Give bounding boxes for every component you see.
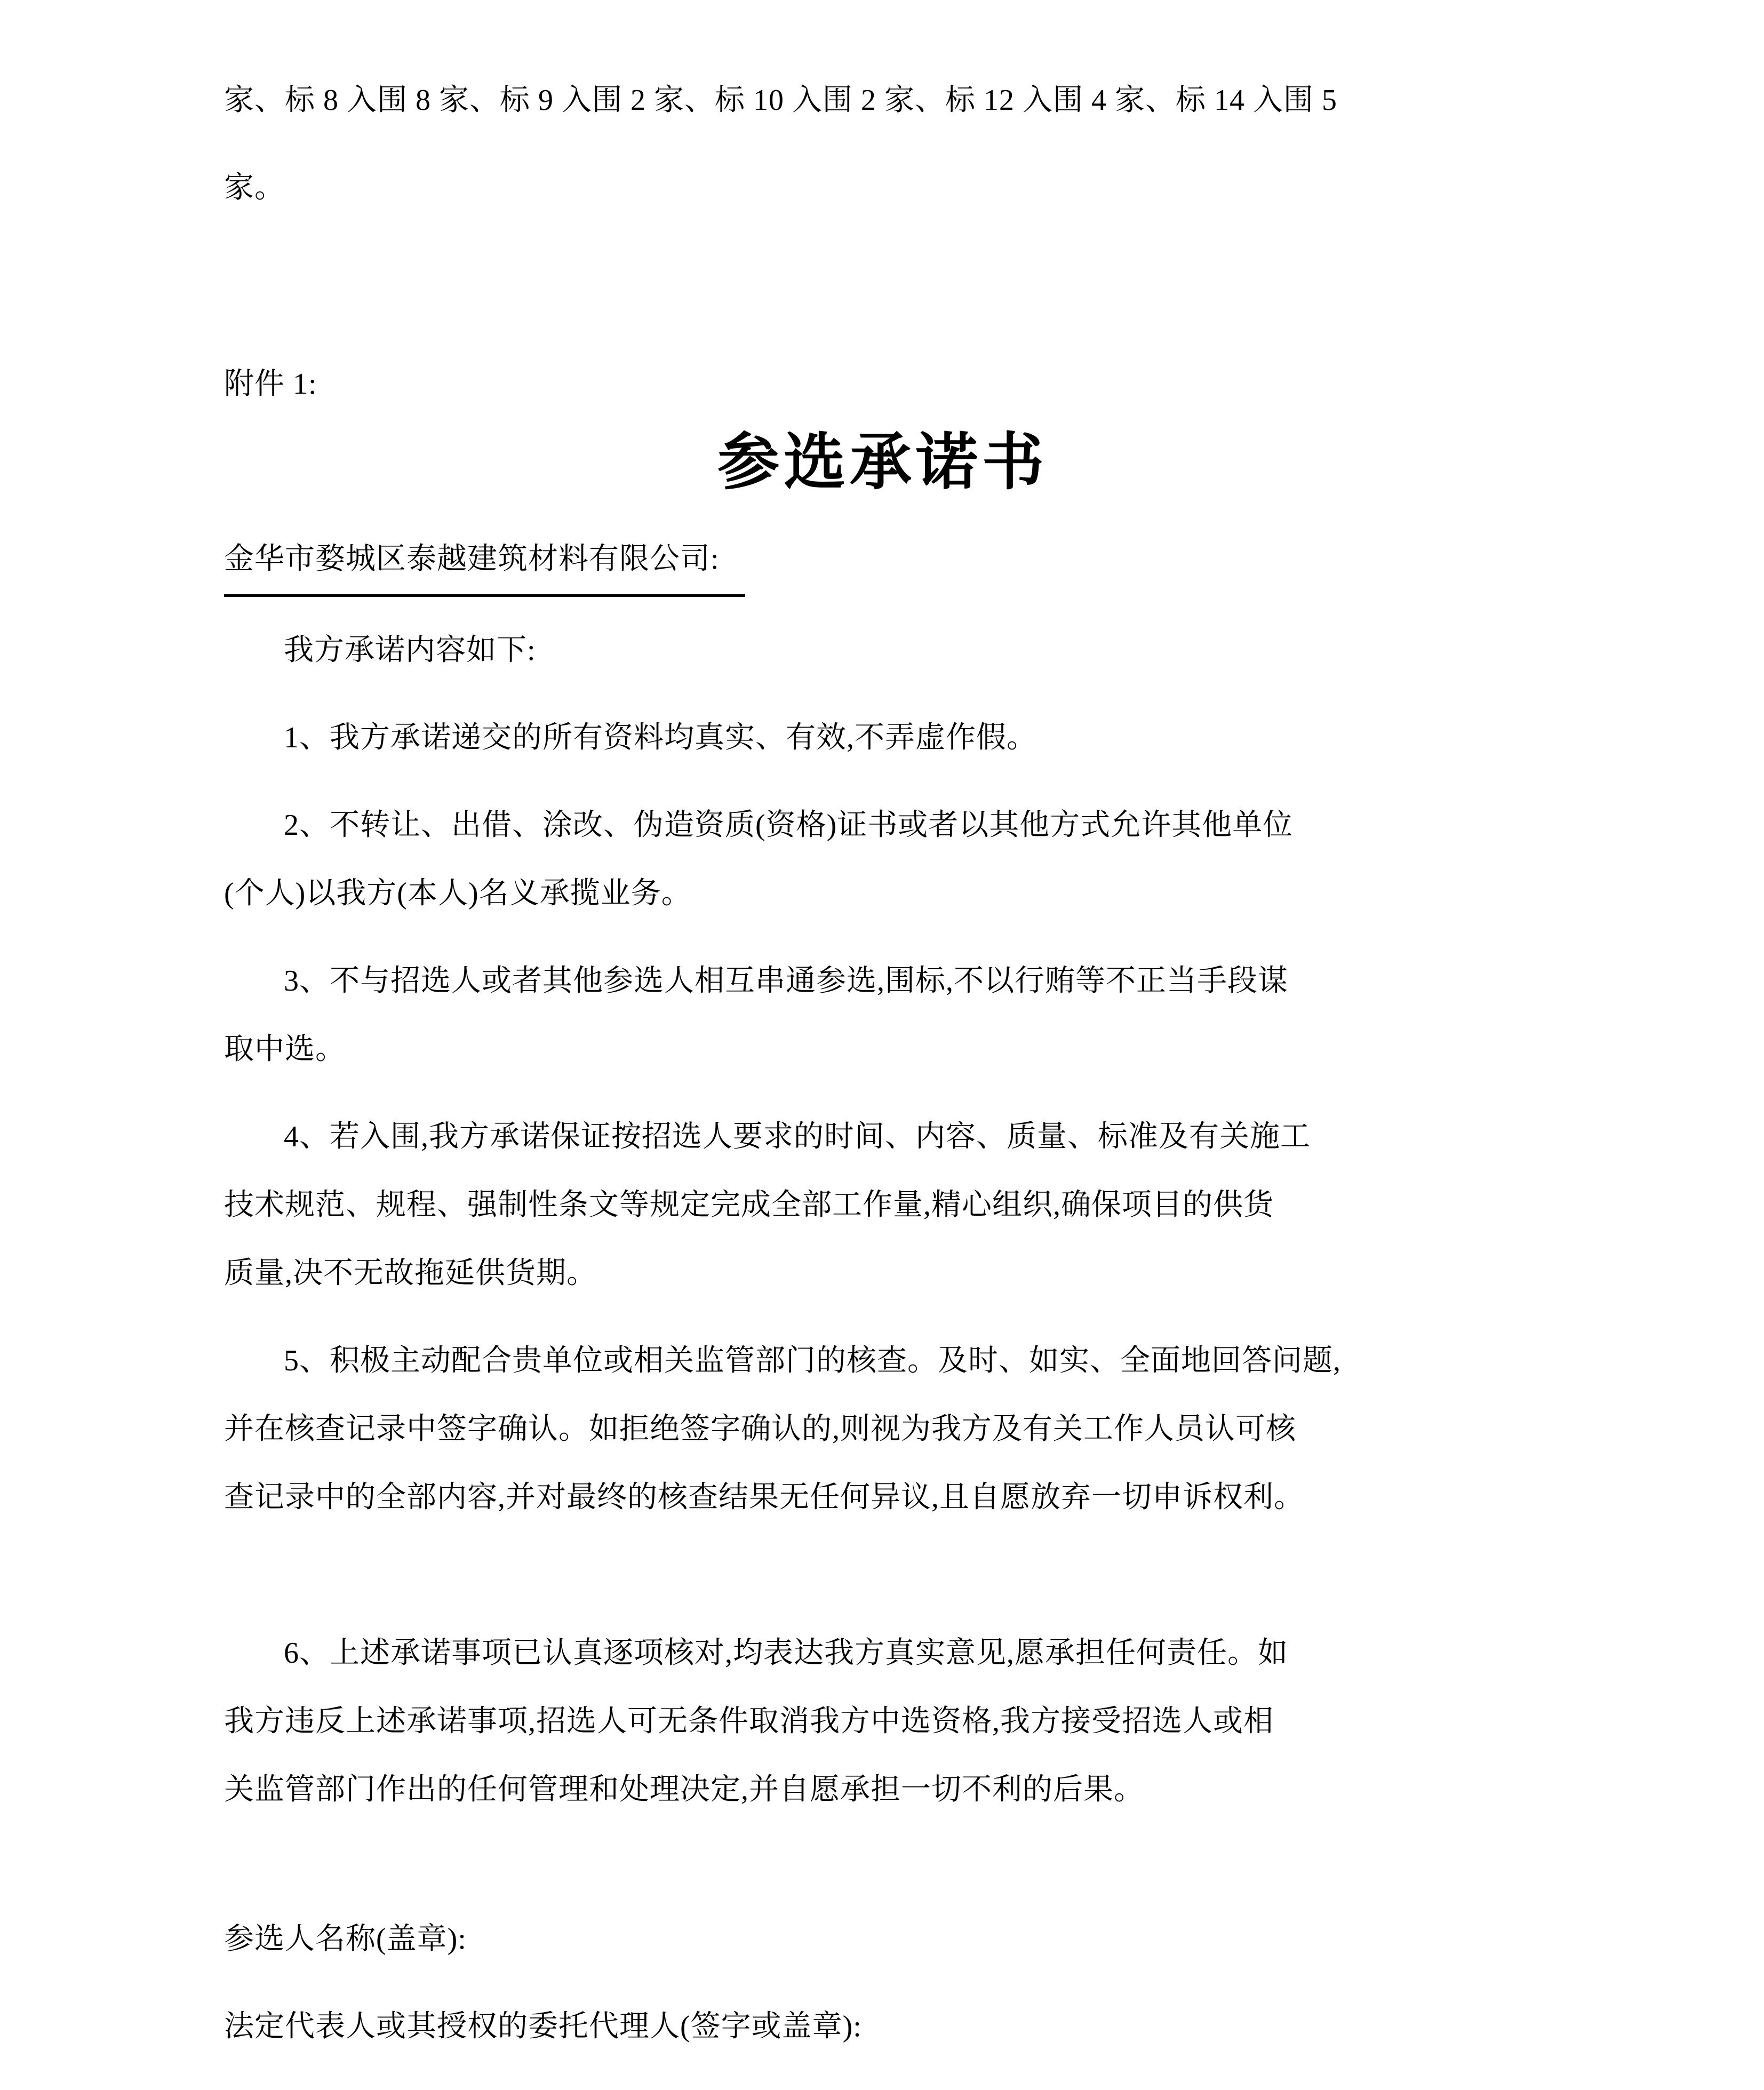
commitment-1-line-1: 1、我方承诺递交的所有资料均真实、有效,不弄虚作假。: [284, 721, 1037, 754]
commitment-5-line-1: 5、积极主动配合贵单位或相关监管部门的核查。及时、如实、全面地回答问题,: [284, 1344, 1341, 1377]
document-body: [224, 0, 1542, 2061]
document-title: 参选承诺书: [717, 429, 1048, 497]
continuation-line-1: 家、标 8 入围 8 家、标 9 入围 2 家、标 10 入围 2 家、标 12 入围 4 家、标 14 入围 5: [224, 84, 1337, 117]
commitment-2-line-1: 2、不转让、出借、涂改、伪造资质(资格)证书或者以其他方式允许其他单位: [284, 809, 1294, 842]
commitment-3-line-1: 3、不与招选人或者其他参选人相互串通参选,围标,不以行贿等不正当手段谋: [284, 964, 1288, 998]
commitment-4-line-1: 4、若入围,我方承诺保证按招选人要求的时间、内容、质量、标准及有关施工: [284, 1120, 1311, 1153]
commitment-2-line-2: (个人)以我方(本人)名义承揽业务。: [224, 877, 692, 910]
addressee-underline-text: 金华市婺城区泰越建筑材料有限公司:: [224, 525, 745, 597]
addressee-line: [224, 525, 1542, 597]
continuation-line-2: 家。: [224, 171, 285, 204]
commitment-3-line-2: 取中选。: [224, 1033, 346, 1066]
signature-representative-label: 法定代表人或其授权的委托代理人(签字或盖章):: [224, 2010, 862, 2043]
signature-participant-label: 参选人名称(盖章):: [224, 1923, 467, 1956]
commitment-6-line-1: 6、上述承诺事项已认真逐项核对,均表达我方真实意见,愿承担任何责任。如: [284, 1637, 1288, 1670]
commitment-4-line-2: 技术规范、规程、强制性条文等规定完成全部工作量,精心组织,确保项目的供货: [224, 1188, 1274, 1222]
preamble-line: 我方承诺内容如下:: [284, 634, 536, 667]
commitment-5-line-2: 并在核查记录中签字确认。如拒绝签字确认的,则视为我方及有关工作人员认可核: [224, 1413, 1296, 1446]
commitment-6-line-2: 我方违反上述承诺事项,招选人可无条件取消我方中选资格,我方接受招选人或相: [224, 1705, 1274, 1738]
commitment-5-line-3: 查记录中的全部内容,并对最终的核查结果无任何异议,且自愿放弃一切申诉权利。: [224, 1481, 1304, 1514]
commitment-6-line-3: 关监管部门作出的任何管理和处理决定,并自愿承担一切不利的后果。: [224, 1773, 1144, 1806]
attachment-label: 附件 1:: [224, 368, 317, 401]
commitment-4-line-3: 质量,决不无故拖延供货期。: [224, 1257, 597, 1290]
